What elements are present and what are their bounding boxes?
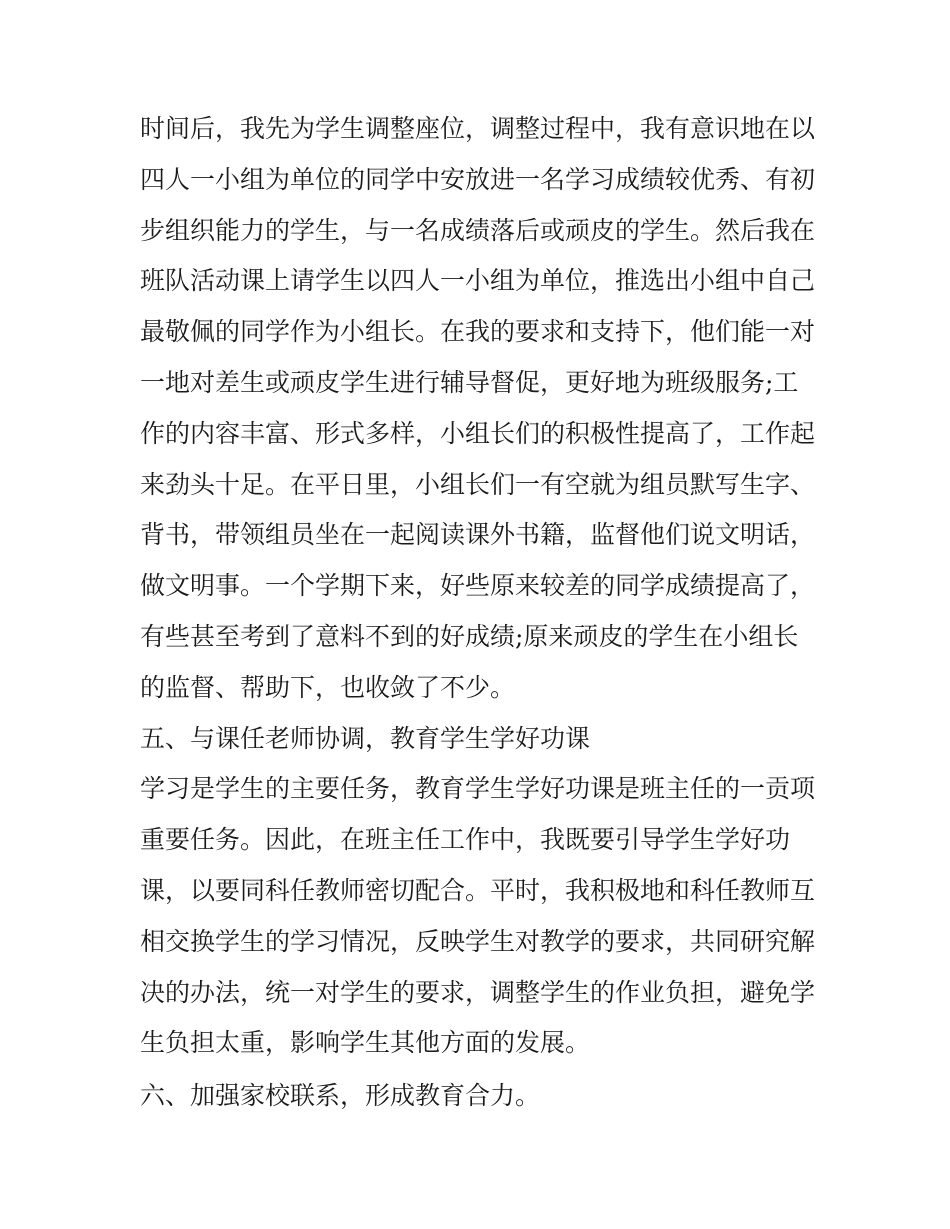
text-line: 的监督、帮助下，也收敛了不少。	[140, 672, 516, 702]
text-line: 做文明事。一个学期下来，好些原来较差的同学成绩提高了，	[140, 571, 816, 601]
text-line: 课，以要同科任教师密切配合。平时，我积极地和科任教师互	[140, 875, 816, 905]
text-line: 作的内容丰富、形式多样，小组长们的积极性提高了，工作起	[140, 418, 816, 448]
text-line: 有些甚至考到了意料不到的好成绩;原来顽皮的学生在小组长	[140, 621, 799, 651]
section-heading: 六、加强家校联系，形成教育合力。	[140, 1081, 541, 1111]
text-line: 生负担太重，影响学生其他方面的发展。	[140, 1028, 591, 1058]
text-line: 四人一小组为单位的同学中安放进一名学习成绩较优秀、有初	[140, 164, 816, 194]
section-heading: 五、与课任老师协调，教育学生学好功课	[140, 723, 591, 753]
text-line: 一地对差生或顽皮学生进行辅导督促，更好地为班级服务;工	[140, 367, 799, 397]
text-line: 班队活动课上请学生以四人一小组为单位，推选出小组中自己	[140, 266, 816, 296]
text-line: 相交换学生的学习情况，反映学生对教学的要求，共同研究解	[140, 926, 816, 956]
text-line: 学习是学生的主要任务，教育学生学好功课是班主任的一贡项	[140, 774, 816, 804]
text-line: 步组织能力的学生，与一名成绩落后或顽皮的学生。然后我在	[140, 215, 816, 245]
text-line: 重要任务。因此，在班主任工作中，我既要引导学生学好功	[140, 825, 791, 855]
text-line: 时间后，我先为学生调整座位，调整过程中，我有意识地在以	[140, 114, 816, 143]
text-line: 最敬佩的同学作为小组长。在我的要求和支持下，他们能一对	[140, 317, 816, 347]
text-line: 背书，带领组员坐在一起阅读课外书籍，监督他们说文明话，	[140, 520, 816, 550]
text-line: 决的办法，统一对学生的要求，调整学生的作业负担，避免学	[140, 977, 816, 1007]
body-text	[140, 104, 830, 1122]
text-line: 来劲头十足。在平日里，小组长们一有空就为组员默写生字、	[140, 469, 816, 499]
